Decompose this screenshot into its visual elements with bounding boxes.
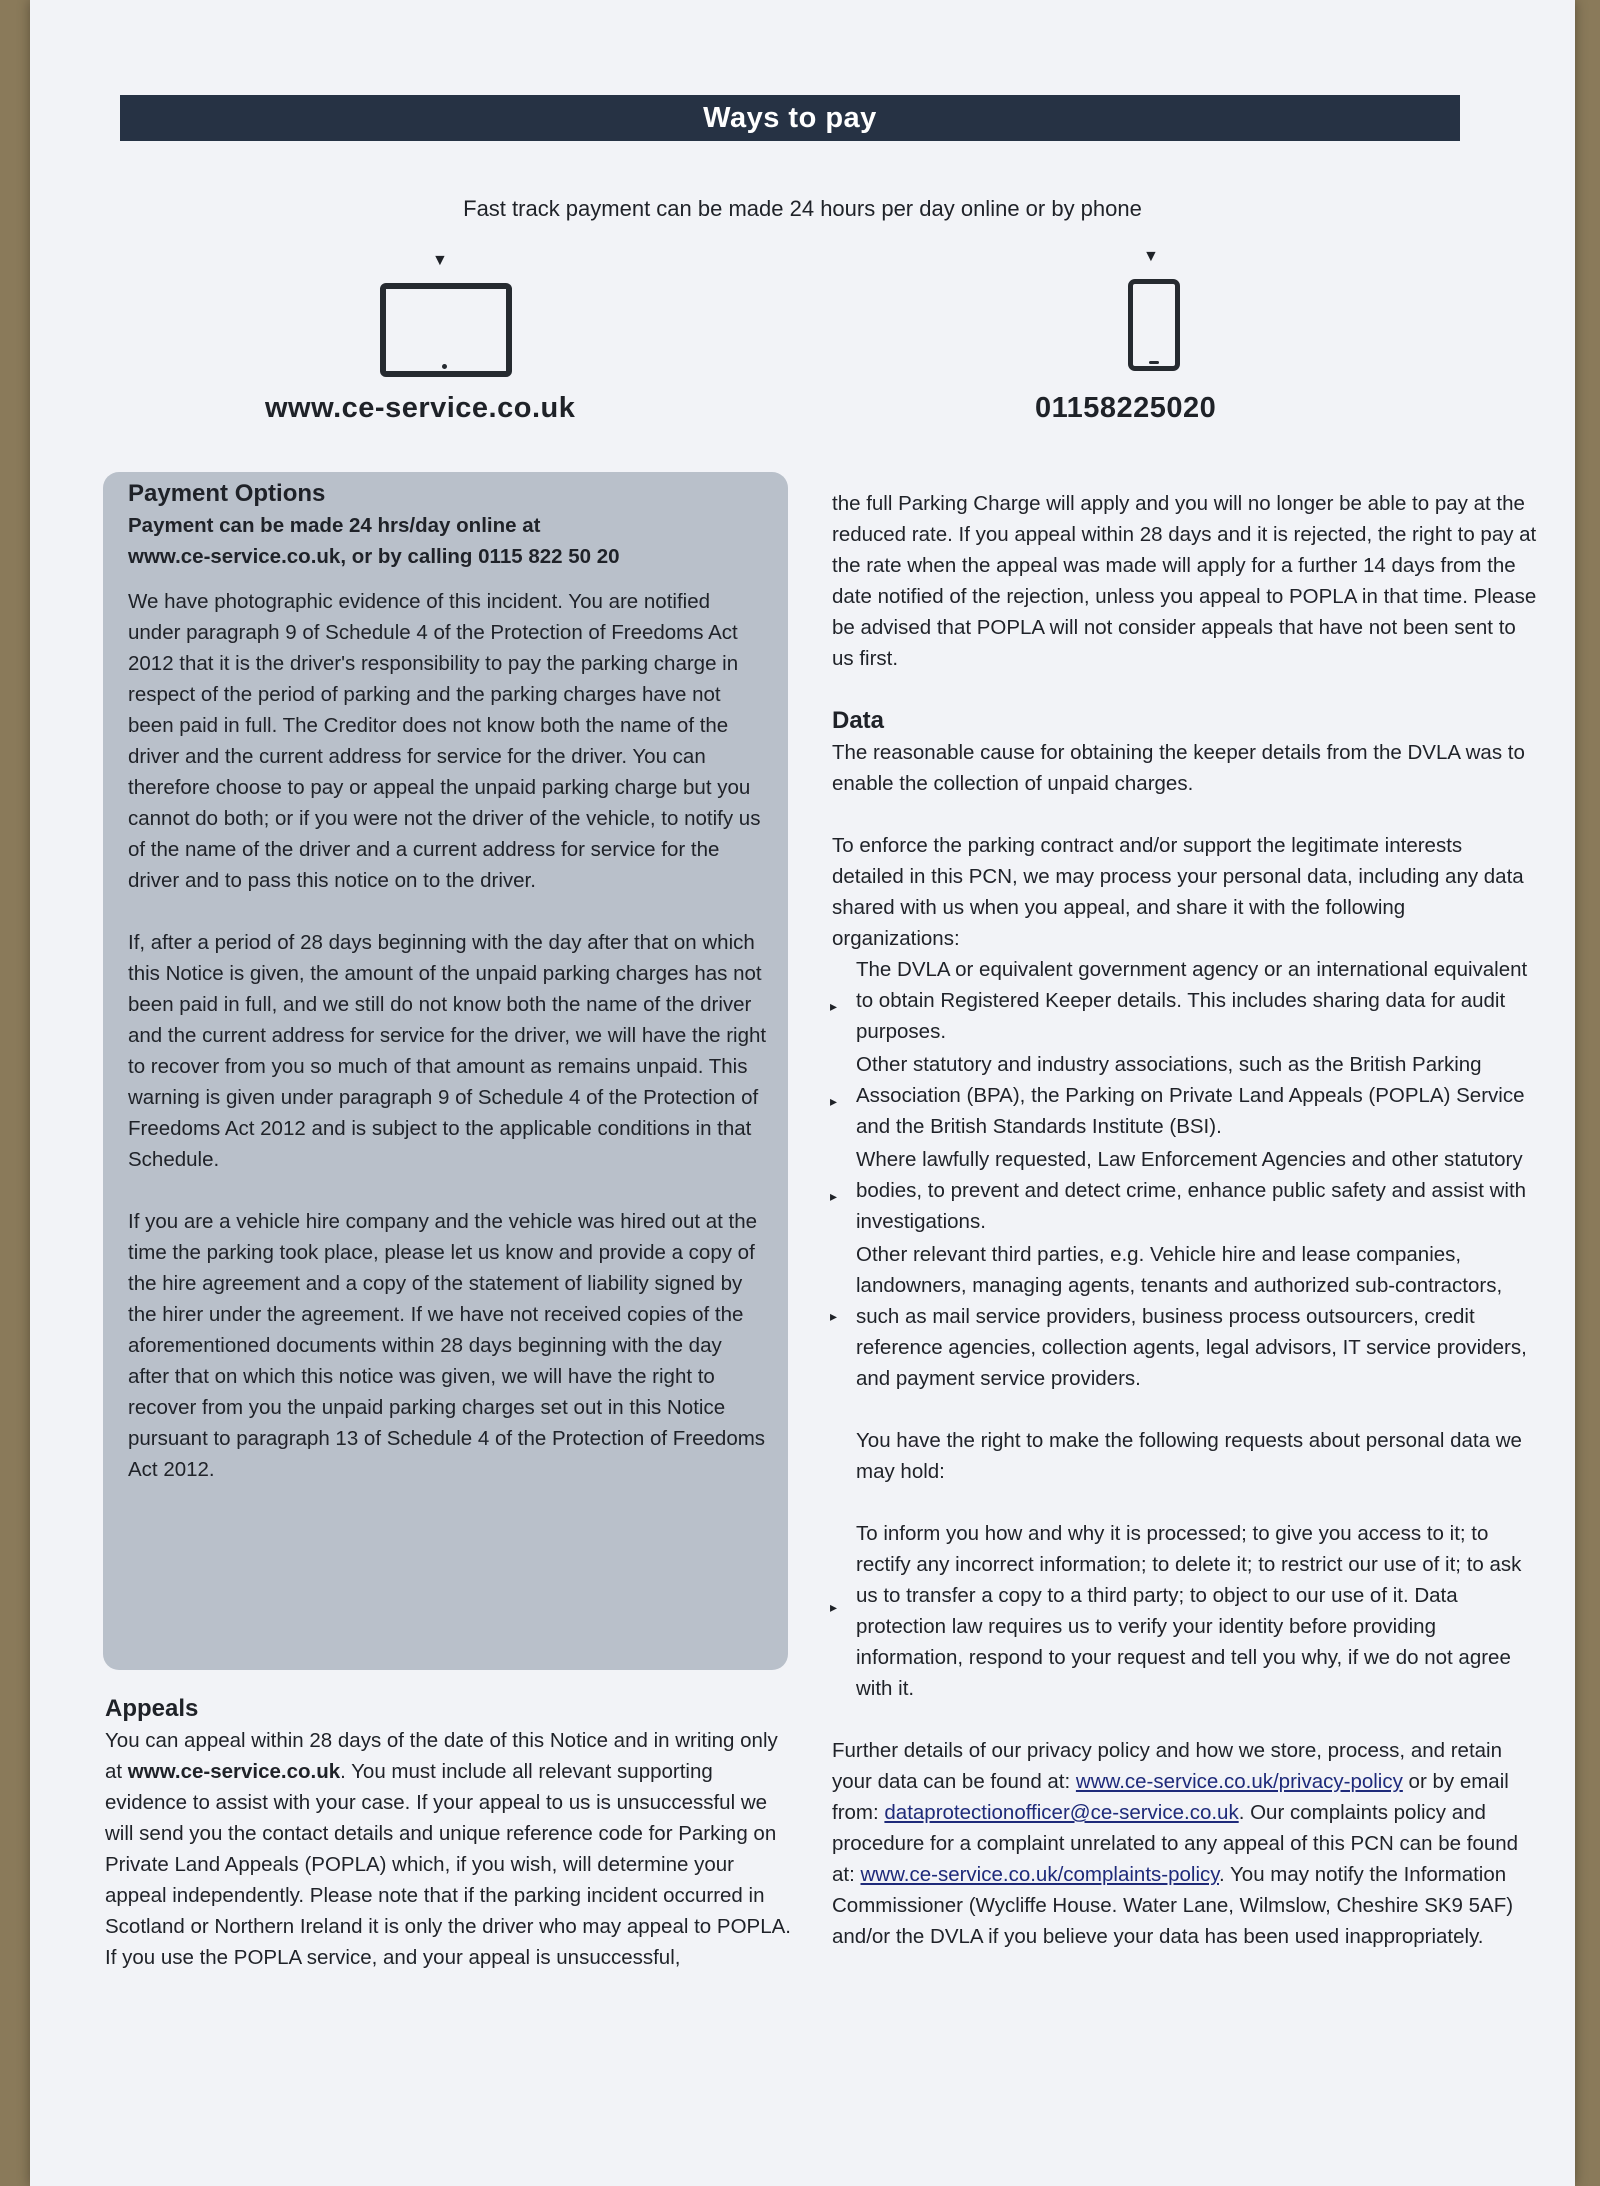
- privacy-paragraph: Further details of our privacy policy and how we store, process, and retain your data can be found at: www.ce-service.co.uk/privacy-policy or by email from: dataprotectionofficer@ce-service.co.uk. Our complaints policy and procedure for a complaint unrelated to any appeal of this PCN can be found at: www.ce-service.co.uk/complaints-policy. You may notify the Information Commissioner (Wycliffe House. Water Lane, Wilmslow, Cheshire SK9 5AF) and/or the DVLA if you believe your data has been used inappropriately.: [832, 1739, 1519, 1948]
- website-url[interactable]: www.ce-service.co.uk: [265, 392, 576, 424]
- list-item: ▸ Where lawfully requested, Law Enforcement Agencies and other statutory bodies, to prevent and detect crime, enhance public safety and assist with investigations.: [832, 1144, 1537, 1237]
- list-item: ▸ To inform you how and why it is processed; to give you access to it; to rectify any incorrect information; to delete it; to restrict our use of it; to ask us to transfer a copy to a third party; to object to our use of it. Data protection law requires us to verify your identity before providing information, respond to your request and tell you why, if we do not agree with it.: [832, 1518, 1537, 1704]
- arrow-down-icon: ▼: [432, 252, 448, 269]
- appeals-heading: Appeals: [105, 1695, 199, 1722]
- appeals-paragraph: You can appeal within 28 days of the date of this Notice and in writing only at www.ce-service.co.uk. You must include all relevant supporting evidence to assist with your case. If your appeal to us is unsuccessful we will send you the contact details and unique reference code for Parking on Private Land Appeals (POPLA) which, if you wish, will determine your appeal independently. Please note that if the parking incident occurred in Scotland or Northern Ireland it is only the driver who may appeal to POPLA.: [105, 1729, 791, 1938]
- phone-icon: [1128, 279, 1180, 371]
- payment-options-section: [128, 478, 768, 1516]
- email-link[interactable]: dataprotectionofficer@ce-service.co.uk: [884, 1801, 1239, 1824]
- data-heading: Data: [832, 707, 885, 734]
- popla-paragraph: If you use the POPLA service, and your appeal is unsuccessful,: [105, 1946, 681, 1969]
- complaints-policy-link[interactable]: www.ce-service.co.uk/complaints-policy: [860, 1863, 1219, 1886]
- fast-track-text: Fast track payment can be made 24 hours per day online or by phone: [463, 196, 1142, 221]
- rights-intro: You have the right to make the following requests about personal data we may hold:: [856, 1429, 1522, 1483]
- phone-number[interactable]: 01158225020: [1035, 392, 1217, 424]
- photographic-evidence-paragraph: We have photographic evidence of this incident. You are notified under paragraph 9 of Schedule 4 of the Protection of Freedoms Act 2012 that it is the driver's responsibility to pay the parking charge in respect of the period of parking and the parking charges have not been paid in full. The Creditor does not know both the name of the driver and the current address for service for the driver. You can therefore choose to pay or appeal the unpaid parking charge but you cannot do both; or if you were not the driver of the vehicle, to notify us of the name of the driver and a current address for service for the driver and to pass this notice on to the driver.: [128, 590, 761, 892]
- data-sharing-paragraph: To enforce the parking contract and/or support the legitimate interests detailed in this PCN, we may process your personal data, including any data shared with us when you appeal, and share it with the following organizations:: [832, 834, 1524, 950]
- privacy-policy-link[interactable]: www.ce-service.co.uk/privacy-policy: [1075, 1770, 1403, 1793]
- payment-options-heading: Payment Options: [128, 480, 326, 507]
- list-item: ▸ Other relevant third parties, e.g. Vehicle hire and lease companies, landowners, managing agents, tenants and authorized sub-contractors, such as mail service providers, business process outsourcers, credit reference agencies, collection agents, legal advisors, IT service providers, and payment service providers.: [832, 1239, 1537, 1394]
- rights-list: [832, 1518, 1537, 1704]
- payment-options-subline: www.ce-service.co.uk, or by calling 0115 822 50 20: [128, 545, 620, 568]
- list-item: ▸ The DVLA or equivalent government agency or an international equivalent to obtain Registered Keeper details. This includes sharing data for audit purposes.: [832, 954, 1537, 1047]
- hire-company-paragraph: If you are a vehicle hire company and the vehicle was hired out at the time the parking took place, please let us know and provide a copy of the hire agreement and a copy of the statement of liability signed by the hirer under the agreement. If we have not received copies of the aforementioned documents within 28 days beginning with the day after that on which this notice was given, we will have the right to recover from you the unpaid parking charges set out in this Notice pursuant to paragraph 13 of Schedule 4 of the Protection of Freedoms Act 2012.: [128, 1210, 766, 1481]
- payment-options-subline: Payment can be made 24 hrs/day online at: [128, 514, 541, 537]
- tablet-icon: [380, 283, 512, 377]
- arrow-down-icon: ▼: [1143, 248, 1159, 265]
- ways-to-pay-banner: Ways to pay: [120, 95, 1460, 141]
- continuation-paragraph: the full Parking Charge will apply and you will no longer be able to pay at the reduced rate. If you appeal within 28 days and it is rejected, the right to pay at the rate when the appeal was made will apply for a further 14 days from the date notified of the rejection, unless you appeal to POPLA in that time. Please be advised that POPLA will not consider appeals that have not been sent to us first.: [832, 492, 1537, 670]
- list-item: ▸ Other statutory and industry associations, such as the British Parking Association (BPA), the Parking on Private Land Appeals (POPLA) Service and the British Standards Institute (BSI).: [832, 1049, 1537, 1142]
- right-column: [832, 488, 1537, 1952]
- appeals-section: [105, 1693, 795, 1973]
- unpaid-warning-paragraph: If, after a period of 28 days beginning with the day after that on which this Notice is given, the amount of the unpaid parking charges has not been paid in full, and we still do not know both the name of the driver and the current address for service for the driver, we will have the right to recover from you so much of that amount as remains unpaid. This warning is given under paragraph 9 of Schedule 4 of the Protection of Freedoms Act 2012 and is subject to the applicable conditions in that Schedule.: [128, 931, 767, 1171]
- sharing-list: [832, 954, 1537, 1394]
- notice-sheet: [30, 0, 1575, 2186]
- data-paragraph: The reasonable cause for obtaining the keeper details from the DVLA was to enable the collection of unpaid charges.: [832, 741, 1525, 795]
- appeals-url[interactable]: www.ce-service.co.uk: [127, 1760, 341, 1783]
